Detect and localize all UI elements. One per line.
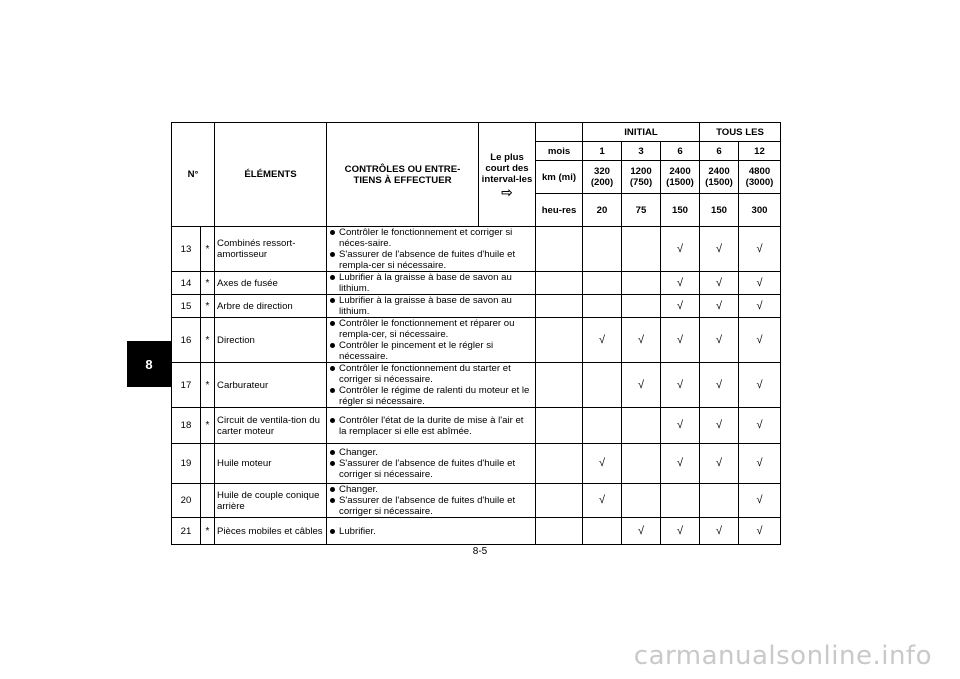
row-element: Circuit de ventila-tion du carter moteur [215, 408, 327, 444]
header-km-value: 2400 (1500) [700, 161, 739, 194]
header-initial: INITIAL [583, 123, 700, 142]
row-operations [327, 518, 536, 545]
header-interval [479, 123, 536, 227]
operation-item: Contrôler le fonctionnement et réparer ou rempla-cer, si nécessaire. [329, 318, 533, 340]
row-asterisk: * [201, 227, 215, 272]
row-operations [327, 408, 536, 444]
check-cell: √ [622, 363, 661, 408]
check-cell: √ [700, 295, 739, 318]
header-months-value: 3 [622, 142, 661, 161]
check-cell: √ [700, 363, 739, 408]
row-operations [327, 272, 536, 295]
table-row [172, 408, 781, 444]
header-km-value: 320 (200) [583, 161, 622, 194]
check-cell: √ [739, 318, 781, 363]
header-controls: CONTRÔLES OU ENTRE- TIENS À EFFECTUER [327, 123, 479, 227]
check-cell: √ [739, 408, 781, 444]
table-row [172, 518, 781, 545]
table-row [172, 295, 781, 318]
operation-item: S'assurer de l'absence de fuites d'huile et rempla-cer si nécessaire. [329, 249, 533, 271]
check-cell: √ [739, 484, 781, 518]
row-operations [327, 444, 536, 484]
check-cell: √ [661, 318, 700, 363]
header-hours-value: 150 [700, 194, 739, 227]
check-cell [583, 363, 622, 408]
check-cell [583, 408, 622, 444]
check-cell [583, 518, 622, 545]
table-row [172, 484, 781, 518]
row-spacer [536, 408, 583, 444]
check-cell [583, 272, 622, 295]
header-hours-value: 20 [583, 194, 622, 227]
operation-item: S'assurer de l'absence de fuites d'huile et corriger si nécessaire. [329, 458, 533, 480]
row-spacer [536, 484, 583, 518]
row-operations [327, 484, 536, 518]
row-element: Pièces mobiles et câbles [215, 518, 327, 545]
operation-item: Lubrifier à la graisse à base de savon au lithium. [329, 272, 533, 294]
row-number: 21 [172, 518, 201, 545]
table-row [172, 227, 781, 272]
row-number: 20 [172, 484, 201, 518]
check-cell: √ [583, 444, 622, 484]
row-element: Huile moteur [215, 444, 327, 484]
check-cell [583, 227, 622, 272]
row-number: 17 [172, 363, 201, 408]
header-hours-value: 75 [622, 194, 661, 227]
operation-item: Contrôler l'état de la durite de mise à l'air et la remplacer si elle est abîmée. [329, 415, 533, 437]
header-elements: ÉLÉMENTS [215, 123, 327, 227]
check-cell [661, 484, 700, 518]
row-asterisk: * [201, 363, 215, 408]
operation-list [329, 295, 533, 317]
operation-list [329, 227, 533, 271]
watermark: carmanualsonline.info [633, 641, 932, 671]
row-element: Huile de couple conique arrière [215, 484, 327, 518]
row-asterisk: * [201, 295, 215, 318]
header-no: N° [172, 123, 215, 227]
check-cell: √ [739, 295, 781, 318]
row-spacer [536, 363, 583, 408]
row-spacer [536, 295, 583, 318]
interval-label: Le plus court des interval-les [481, 151, 533, 185]
header-every: TOUS LES [700, 123, 781, 142]
row-spacer [536, 444, 583, 484]
row-element: Carburateur [215, 363, 327, 408]
row-spacer [536, 227, 583, 272]
check-cell: √ [739, 444, 781, 484]
check-cell: √ [700, 444, 739, 484]
header-months-value: 1 [583, 142, 622, 161]
header-km-label: km (mi) [536, 161, 583, 194]
row-operations [327, 295, 536, 318]
row-number: 14 [172, 272, 201, 295]
operation-item: Contrôler le fonctionnement du starter et corriger si nécessaire. [329, 363, 533, 385]
check-cell: √ [661, 363, 700, 408]
operation-list [329, 272, 533, 294]
check-cell: √ [622, 518, 661, 545]
header-hours-value: 150 [661, 194, 700, 227]
header-km-value: 4800 (3000) [739, 161, 781, 194]
row-spacer [536, 272, 583, 295]
check-cell: √ [700, 518, 739, 545]
check-cell [622, 408, 661, 444]
row-operations [327, 363, 536, 408]
row-asterisk: * [201, 518, 215, 545]
check-cell: √ [583, 484, 622, 518]
check-cell: √ [700, 318, 739, 363]
section-tab: 8 [127, 341, 171, 387]
table-row [172, 318, 781, 363]
operation-list [329, 526, 533, 537]
operation-item: Contrôler le pincement et le régler si nécessaire. [329, 340, 533, 362]
operation-item: Contrôler le fonctionnement et corriger si néces-saire. [329, 227, 533, 249]
row-asterisk: * [201, 318, 215, 363]
row-number: 16 [172, 318, 201, 363]
page-number: 8-5 [472, 546, 488, 557]
operation-list [329, 415, 533, 437]
check-cell [700, 484, 739, 518]
check-cell: √ [661, 272, 700, 295]
check-cell [622, 484, 661, 518]
operation-item: Changer. [329, 484, 533, 495]
operation-list [329, 447, 533, 480]
header-km-value: 1200 (750) [622, 161, 661, 194]
arrow-right-icon: ⇨ [501, 183, 513, 200]
operation-list [329, 363, 533, 407]
operation-item: S'assurer de l'absence de fuites d'huile et corriger si nécessaire. [329, 495, 533, 517]
check-cell: √ [622, 318, 661, 363]
check-cell: √ [661, 408, 700, 444]
check-cell [622, 272, 661, 295]
check-cell: √ [739, 363, 781, 408]
maintenance-table [171, 122, 781, 545]
operation-list [329, 318, 533, 362]
check-cell: √ [739, 227, 781, 272]
row-spacer [536, 518, 583, 545]
check-cell: √ [700, 272, 739, 295]
row-asterisk: * [201, 272, 215, 295]
operation-item: Changer. [329, 447, 533, 458]
row-number: 18 [172, 408, 201, 444]
check-cell: √ [661, 518, 700, 545]
table-row [172, 363, 781, 408]
table-row [172, 444, 781, 484]
row-element: Combinés ressort-amortisseur [215, 227, 327, 272]
check-cell: √ [700, 408, 739, 444]
check-cell: √ [739, 272, 781, 295]
row-asterisk [201, 484, 215, 518]
header-hours-label: heu-res [536, 194, 583, 227]
check-cell: √ [583, 318, 622, 363]
operation-list [329, 484, 533, 517]
check-cell: √ [661, 444, 700, 484]
operation-item: Lubrifier. [329, 526, 533, 537]
check-cell: √ [661, 295, 700, 318]
check-cell: √ [739, 518, 781, 545]
row-number: 13 [172, 227, 201, 272]
row-operations [327, 318, 536, 363]
header-km-value: 2400 (1500) [661, 161, 700, 194]
row-operations [327, 227, 536, 272]
operation-item: Contrôler le régime de ralenti du moteur et le régler si nécessaire. [329, 385, 533, 407]
check-cell [622, 444, 661, 484]
row-element: Axes de fusée [215, 272, 327, 295]
check-cell [622, 295, 661, 318]
check-cell: √ [661, 227, 700, 272]
row-element: Arbre de direction [215, 295, 327, 318]
check-cell [583, 295, 622, 318]
header-months-value: 12 [739, 142, 781, 161]
row-asterisk [201, 444, 215, 484]
row-spacer [536, 318, 583, 363]
check-cell: √ [700, 227, 739, 272]
header-months-label: mois [536, 142, 583, 161]
row-number: 15 [172, 295, 201, 318]
operation-item: Lubrifier à la graisse à base de savon au lithium. [329, 295, 533, 317]
row-asterisk: * [201, 408, 215, 444]
row-element: Direction [215, 318, 327, 363]
header-months-value: 6 [661, 142, 700, 161]
table-row [172, 272, 781, 295]
row-number: 19 [172, 444, 201, 484]
header-hours-value: 300 [739, 194, 781, 227]
check-cell [622, 227, 661, 272]
header-months-value: 6 [700, 142, 739, 161]
